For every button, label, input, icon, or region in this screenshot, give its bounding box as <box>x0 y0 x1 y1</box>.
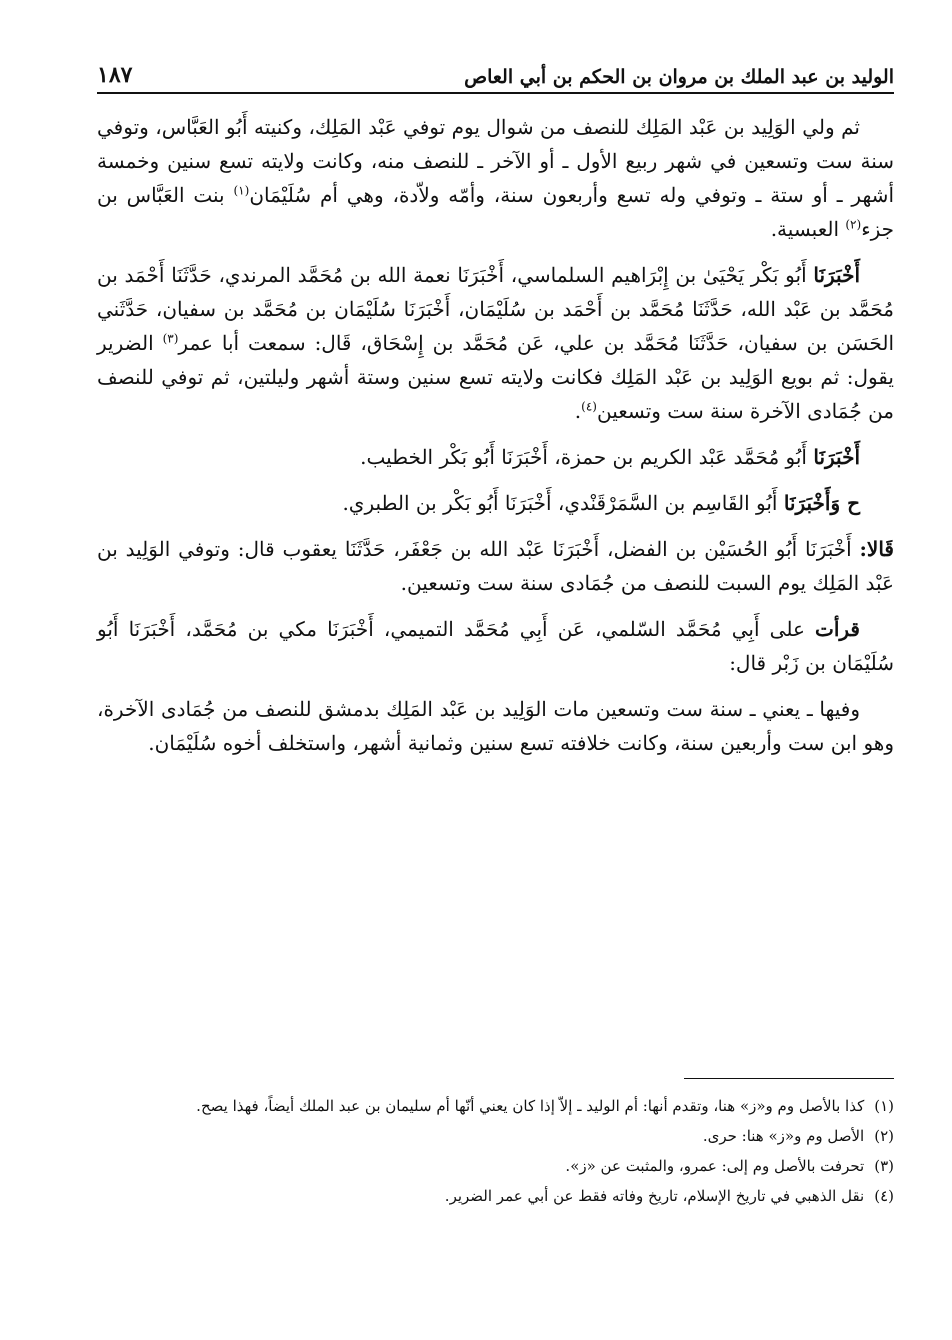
paragraph-text: الضرير يقول: ثم بويع الوَلِيد بن عَبْد المَلِك فكانت ولايته تسع سنين وستة أشهر وليلتين، ثم توفي للنصف من جُمَادى الآخرة سنة ست وتسعين <box>97 331 894 423</box>
footnote-4 <box>97 1183 894 1209</box>
paragraph-lead: قرأت <box>815 617 860 641</box>
paragraph-lead: أَخْبَرَنَا <box>813 263 860 287</box>
footnotes <box>97 1093 894 1213</box>
paragraph-7 <box>97 692 894 760</box>
page-number: ١٨٧ <box>97 62 133 88</box>
running-title: الوليد بن عبد الملك بن مروان بن الحكم بن أبي العاص <box>464 66 894 88</box>
page-header <box>97 50 894 88</box>
footnote-text: نقل الذهبي في تاريخ الإسلام، تاريخ وفاته فقط عن أبي عمر الضرير. <box>444 1187 865 1205</box>
paragraph-text: بنت العَبَّاس بن جزء <box>97 183 894 241</box>
paragraph-6 <box>97 612 894 680</box>
footnote-marker: (١) <box>233 183 250 198</box>
paragraph-text: أَخْبَرَنَا أَبُو الحُسَيْن بن الفضل، أَخْبَرَنَا عَبْد الله بن جَعْفَر، حَدَّثَنَا يعقوب قال: وتوفي الوَلِيد بن عَبْد المَلِك يوم السبت للنصف من جُمَادى سنة ست وتسعين. <box>97 537 894 595</box>
footnote-3 <box>97 1153 894 1179</box>
footnote-number: (٤) <box>874 1187 894 1205</box>
footnote-number: (٢) <box>874 1127 894 1145</box>
footnote-divider <box>684 1078 894 1079</box>
paragraph-lead: قَالا: <box>859 537 894 561</box>
footnote-marker: (٤) <box>581 399 597 414</box>
footnote-text: الأصل وم و«ز» هنا: حرى. <box>702 1127 865 1145</box>
footnote-text: كذا بالأصل وم و«ز» هنا، وتقدم أنها: أم الوليد ـ إلاّ إذا كان يعني أنّها أم سليمان بن عبد الملك أيضاً، فهذا يصح. <box>196 1097 865 1115</box>
paragraph-text: ثم ولي الوَلِيد بن عَبْد المَلِك للنصف من شوال يوم توفي عَبْد المَلِك، وكنيته أَبُو العَبَّاس، وتوفي سنة ست وتسعين في شهر ربيع الأول ـ أو الآخر ـ للنصف منه، وكانت ولايته تسع سنين وخمسة أشهر ـ أو ستة ـ وتوفي وله تسع وأربعون سنة، وأمّه ولاّدة، وهي أم سُلَيْمَان <box>97 115 894 207</box>
paragraph-text: على أَبِي مُحَمَّد السّلمي، عَن أَبِي مُحَمَّد التميمي، أَخْبَرَنَا مكي بن مُحَمَّد، أَخْبَرَنَا أَبُو سُلَيْمَان بن زَبْر قال: <box>97 617 894 675</box>
paragraph-text: أَبُو بَكْر يَحْيَىٰ بن إِبْرَاهيم السلماسي، أَخْبَرَنَا نعمة الله بن مُحَمَّد المرندي، حَدَّثَنَا أَحْمَد بن مُحَمَّد بن عَبْد الله، حَدَّثَنَا مُحَمَّد بن أَحْمَد بن سُلَيْمَان، أَخْبَرَنَا سُلَيْمَان بن مُحَمَّد بن سفيان، حَدَّثَني الحَسَن بن سفيان، حَدَّثَنَا مُحَمَّد بن علي، عَن مُحَمَّد بن إِسْحَاق، قَال: سمعت أبا عمر <box>97 263 894 355</box>
footnote-marker: (٢) <box>845 217 862 232</box>
header-divider <box>97 92 894 94</box>
paragraph-text: أَبُو مُحَمَّد عَبْد الكريم بن حمزة، أَخْبَرَنَا أَبُو بَكْر الخطيب. <box>360 445 814 469</box>
main-text <box>97 110 894 772</box>
footnote-number: (١) <box>874 1097 894 1115</box>
paragraph-3 <box>97 440 894 474</box>
paragraph-4 <box>97 486 894 520</box>
footnote-marker: (٣) <box>162 331 179 346</box>
paragraph-1 <box>97 110 894 246</box>
footnote-1 <box>97 1093 894 1119</box>
paragraph-text: . <box>574 399 582 423</box>
paragraph-2 <box>97 258 894 428</box>
paragraph-text: وفيها ـ يعني ـ سنة ست وتسعين مات الوَلِيد بن عَبْد المَلِك بدمشق للنصف من جُمَادى الآخرة، وهو ابن ست وأربعين سنة، وكانت خلافته تسع سنين وثمانية أشهر، واستخلف أخوه سُلَيْمَان. <box>97 697 894 755</box>
paragraph-text: العبسية. <box>770 217 846 241</box>
paragraph-lead: أَخْبَرَنَا <box>813 445 860 469</box>
footnote-2 <box>97 1123 894 1149</box>
footnote-text: تحرفت بالأصل وم إلى: عمرو، والمثبت عن «ز». <box>565 1157 865 1175</box>
footnote-number: (٣) <box>874 1157 894 1175</box>
paragraph-5 <box>97 532 894 600</box>
paragraph-text: أَبُو القَاسِم بن السَّمَرْقَنْدي، أَخْبَرَنَا أَبُو بَكْر بن الطبري. <box>342 491 784 515</box>
paragraph-lead: ح وَأَخْبَرَنَا <box>783 491 860 515</box>
